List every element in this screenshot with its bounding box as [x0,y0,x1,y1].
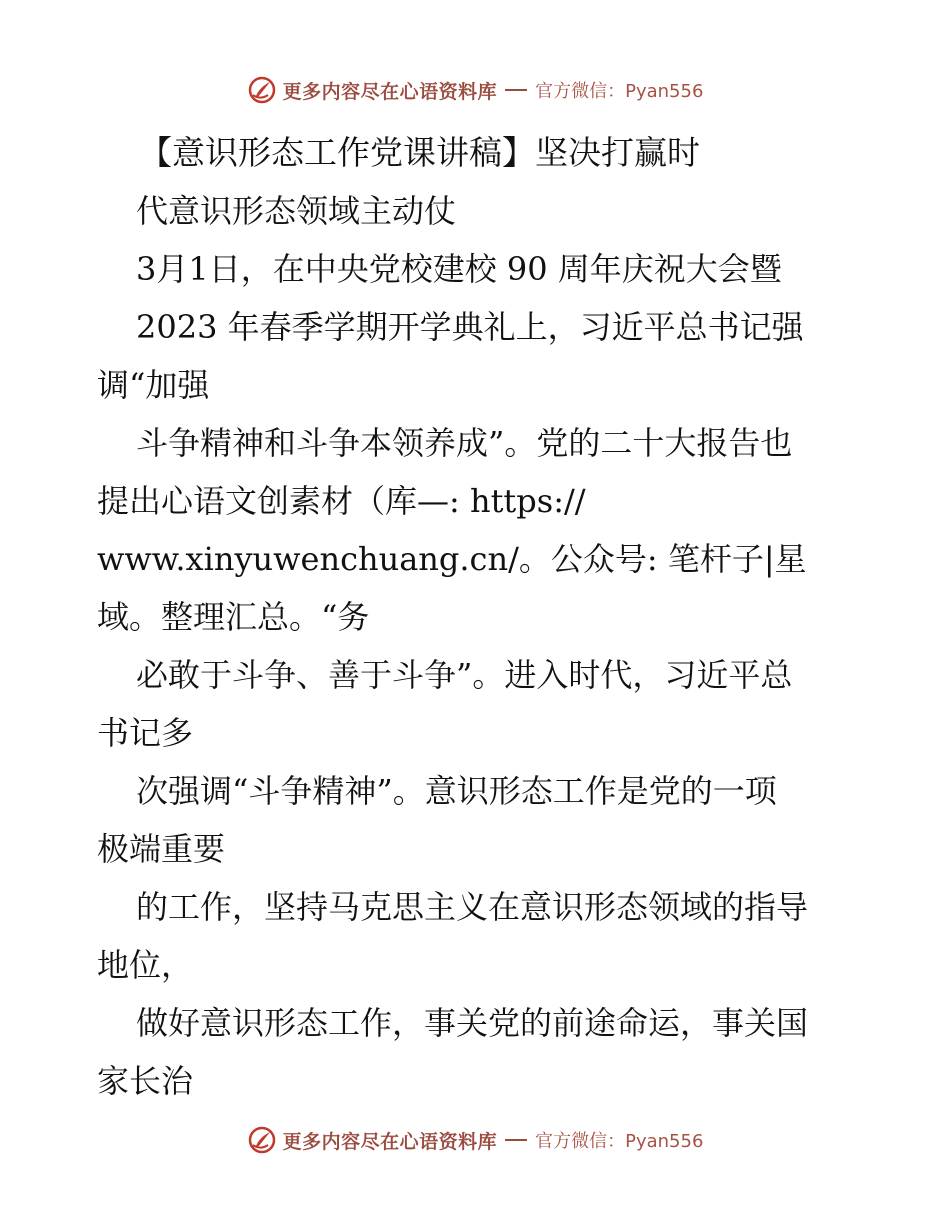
paragraph-line: 斗争精神和斗争本领养成”。党的二十大报告也 [136,424,793,462]
paragraph-line: 提出心语文创素材（库—: https:// [97,482,586,520]
banner-main-text: 更多内容尽在心语资料库 [282,80,498,103]
document-body [97,124,857,1110]
paragraph-line: 书记多 [97,714,194,752]
banner-wechat-text: 官方微信：Pyan556 [535,81,704,102]
brush-pen-logo-icon [247,75,277,105]
paragraph-line: 3月1日，在中央党校建校 90 周年庆祝大会暨 [136,250,782,288]
paragraph-line: 的工作，坚持马克思主义在意识形态领域的指导 [136,888,809,926]
banner-main-text: 更多内容尽在心语资料库 [282,1130,498,1153]
paragraph-line: 极端重要 [97,830,226,868]
paragraph-line: 域。整理汇总。“务 [97,598,370,636]
header-banner [0,70,950,110]
document-title-line-2: 代意识形态领域主动仗 [136,192,457,230]
paragraph-line: 家长治 [97,1062,194,1100]
paragraph-line: 地位， [97,946,194,984]
paragraph-line: www.xinyuwenchuang.cn/。公众号: 笔杆子|星 [97,540,807,578]
banner-wechat-text: 官方微信：Pyan556 [535,1131,704,1152]
paragraph-line: 次强调“斗争精神”。意识形态工作是党的一项 [136,772,777,810]
paragraph-line: 必敢于斗争、善于斗争”。进入时代，习近平总 [136,656,793,694]
banner-dash [505,89,527,91]
paragraph-line: 调“加强 [97,366,210,404]
banner-dash [505,1139,527,1141]
paragraph-line: 2023 年春季学期开学典礼上，习近平总书记强 [136,308,804,346]
document-title-line-1: 【意识形态工作党课讲稿】坚决打赢时 [139,133,700,172]
brush-pen-logo-icon [247,1125,277,1155]
footer-banner [0,1120,950,1160]
paragraph-line: 做好意识形态工作，事关党的前途命运，事关国 [136,1004,809,1042]
